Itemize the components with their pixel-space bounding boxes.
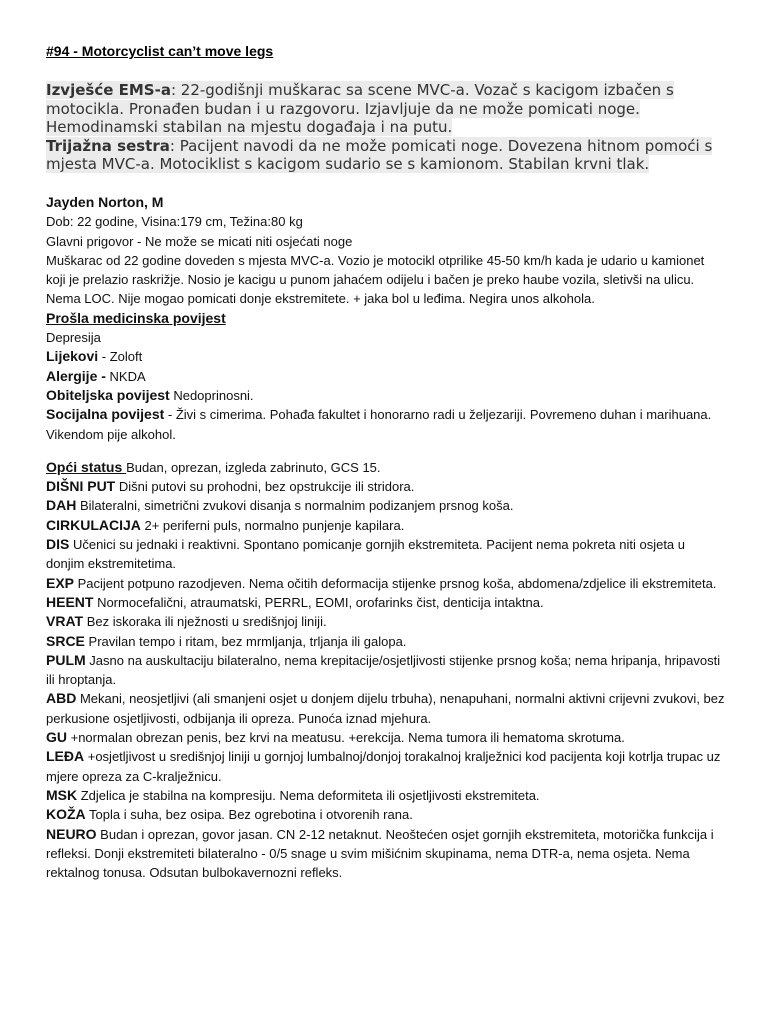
exam-item bbox=[46, 612, 726, 631]
exam-item-label: KOŽA bbox=[46, 806, 86, 823]
exam-item bbox=[46, 632, 726, 651]
exam-item-value: Budan i oprezan, govor jasan. CN 2-12 netaknut. Neoštećen osjet gornjih ekstremiteta, motorička funkcija i refleksi. Donji ekstremiteti bilateralno - 0/5 snage u svim mišićnim skupinama, nema DTR-a, nema osjeta. Nema rektalnog tonusa. Odsutan bulbokavernozni refleks. bbox=[46, 826, 714, 881]
exam-item bbox=[46, 496, 726, 515]
exam-item-value: Pravilan tempo i ritam, bez mrmljanja, trljanja ili galopa. bbox=[84, 633, 407, 649]
exam-item-value: Normocefalični, atraumatski, PERRL, EOMI, orofarinks čist, denticija intaktna. bbox=[93, 594, 544, 610]
exam-item-label: EXP bbox=[46, 574, 75, 591]
family-history-label: Obiteljska povijest bbox=[46, 386, 170, 403]
exam-item-value: +normalan obrezan penis, bez krvi na meatusu. +erekcija. Nema tumora ili hematoma skrotuma. bbox=[67, 730, 625, 746]
social-history-value: - Živi s cimerima. Pohađa fakultet i honorarno radi u željezariji. Povremeno duhan i marihuana. Vikendom pije alkohol. bbox=[46, 407, 712, 442]
exam-item-value: Zdjelica je stabilna na kompresiju. Nema deformiteta ili osjetljivosti ekstremiteta. bbox=[77, 787, 540, 803]
exam-item-value: Bilateralni, simetrični zvukovi disanja s normalnim podizanjem prsnog koša. bbox=[76, 498, 514, 514]
exam-item-label: VRAT bbox=[46, 613, 84, 630]
exam-item-value: Mekani, neosjetljivi (ali smanjeni osjet u donjem dijelu trbuha), nenapuhani, normalni aktivni crijevni zvukovi, bez perkusione osjetljivosti, odbijanja ili opreza. Punoća iznad mjehura. bbox=[46, 691, 725, 726]
triage-label: Trijažna sestra bbox=[46, 136, 170, 155]
exam-item-label: DIŠNI PUT bbox=[46, 478, 116, 495]
general-status-value: Budan, oprezan, izgleda zabrinuto, GCS 15. bbox=[126, 459, 381, 475]
triage-text: : Pacijent navodi da ne može pomicati noge. Dovezena hitnom pomoći s mjesta MVC-a. Motociklist s kacigom sudario se s kamionom. Stabilan krvni tlak. bbox=[46, 136, 713, 173]
exam-findings bbox=[46, 477, 726, 882]
exam-item bbox=[46, 574, 726, 593]
section-spacer bbox=[46, 444, 726, 458]
meds-value: - Zoloft bbox=[98, 349, 143, 365]
exam-item bbox=[46, 689, 726, 728]
allergy-value: NKDA bbox=[105, 368, 146, 384]
exam-item bbox=[46, 593, 726, 612]
exam-item bbox=[46, 535, 726, 574]
exam-item bbox=[46, 825, 726, 883]
exam-item bbox=[46, 516, 726, 535]
meds-label: Lijekovi bbox=[46, 348, 99, 365]
patient-name: Jayden Norton, M bbox=[46, 194, 164, 210]
ems-report bbox=[46, 81, 674, 136]
document-title: #94 - Motorcyclist can’t move legs bbox=[46, 43, 274, 59]
exam-item-value: 2+ periferni puls, normalno punjenje kapilara. bbox=[140, 517, 405, 533]
ems-report-label: Izvješće EMS-a bbox=[46, 81, 171, 99]
exam-item-label: DIS bbox=[46, 536, 70, 553]
pmh-value: Depresija bbox=[46, 330, 101, 346]
triage-note bbox=[46, 137, 712, 174]
chief-complaint: Glavni prigovor - Ne može se micati niti osjećati noge bbox=[46, 233, 353, 249]
exam-item-value: Učenici su jednaki i reaktivni. Spontano pomicanje gornjih ekstremiteta. Pacijent nema pokreta niti osjeta u donjim ekstremitetima. bbox=[46, 537, 686, 572]
case-body bbox=[46, 193, 726, 882]
history-present-illness: Muškarac od 22 godine doveden s mjesta MVC-a. Vozio je motocikl otprilike 45-50 km/h kada je udario u kamionet koji je prelazio raskrižje. Nosio je kacigu u punom jahaćem odijelu i bačen je preko haube vozila, sletivši na ulicu. Nema LOC. Nije mogao pomicati donje ekstremitete. + jaka bol u leđima. Negira unos alkohola. bbox=[46, 252, 705, 307]
exam-item-value: Topla i suha, bez osipa. Bez ogrebotina i otvorenih rana. bbox=[85, 807, 413, 823]
exam-item-label: GU bbox=[46, 729, 67, 746]
exam-item-label: ABD bbox=[46, 690, 77, 707]
exam-item-label: NEURO bbox=[46, 825, 97, 842]
exam-item-label: LEĐA bbox=[46, 748, 85, 765]
exam-item-label: MSK bbox=[46, 786, 78, 803]
exam-item-value: +osjetljivost u središnjoj liniji u gornjoj lumbalnoj/donjoj torakalnoj kralježnici kod pacijenta koji kotrlja trupac uz mjere opreza za C-kralježnicu. bbox=[46, 749, 721, 784]
exam-item-value: Dišni putovi su prohodni, bez opstrukcije ili stridora. bbox=[115, 479, 415, 495]
social-history-label: Socijalna povijest bbox=[46, 406, 165, 423]
allergy-label: Alergije - bbox=[46, 367, 106, 384]
exam-item-label: CIRKULACIJA bbox=[46, 516, 141, 533]
family-history-value: Nedoprinosni. bbox=[169, 387, 254, 403]
ems-report-block bbox=[46, 81, 736, 174]
exam-item-value: Pacijent potpuno razodjeven. Nema očitih deformacija stijenke prsnog koša, abdomena/zdjelice ili ekstremiteta. bbox=[74, 575, 717, 591]
patient-vitals: Dob: 22 godine, Visina:179 cm, Težina:80 kg bbox=[46, 214, 303, 230]
exam-item bbox=[46, 651, 726, 690]
exam-item bbox=[46, 477, 726, 496]
exam-item bbox=[46, 728, 726, 747]
exam-item bbox=[46, 747, 726, 786]
exam-item bbox=[46, 805, 726, 824]
exam-item bbox=[46, 786, 726, 805]
ems-report-text: : 22-godišnji muškarac sa scene MVC-a. Vozač s kacigom izbačen s motocikla. Pronađen budan i u razgovoru. Izjavljuje da ne može pomicati noge. Hemodinamski stabilan na mjestu događaja i na putu. bbox=[46, 81, 674, 136]
pmh-label: Prošla medicinska povijest bbox=[46, 309, 226, 326]
exam-item-label: HEENT bbox=[46, 593, 94, 610]
exam-item-label: DAH bbox=[46, 497, 77, 514]
exam-item-label: SRCE bbox=[46, 632, 85, 649]
exam-item-value: Jasno na auskultaciju bilateralno, nema krepitacije/osjetljivosti stijenke prsnog koša; nema hripanja, hripavosti ili hroptanja. bbox=[46, 652, 721, 688]
general-status-label: Opći status bbox=[46, 458, 127, 475]
exam-item-label: PULM bbox=[46, 651, 86, 668]
exam-item-value: Bez iskoraka ili nježnosti u središnjoj liniji. bbox=[83, 614, 327, 630]
